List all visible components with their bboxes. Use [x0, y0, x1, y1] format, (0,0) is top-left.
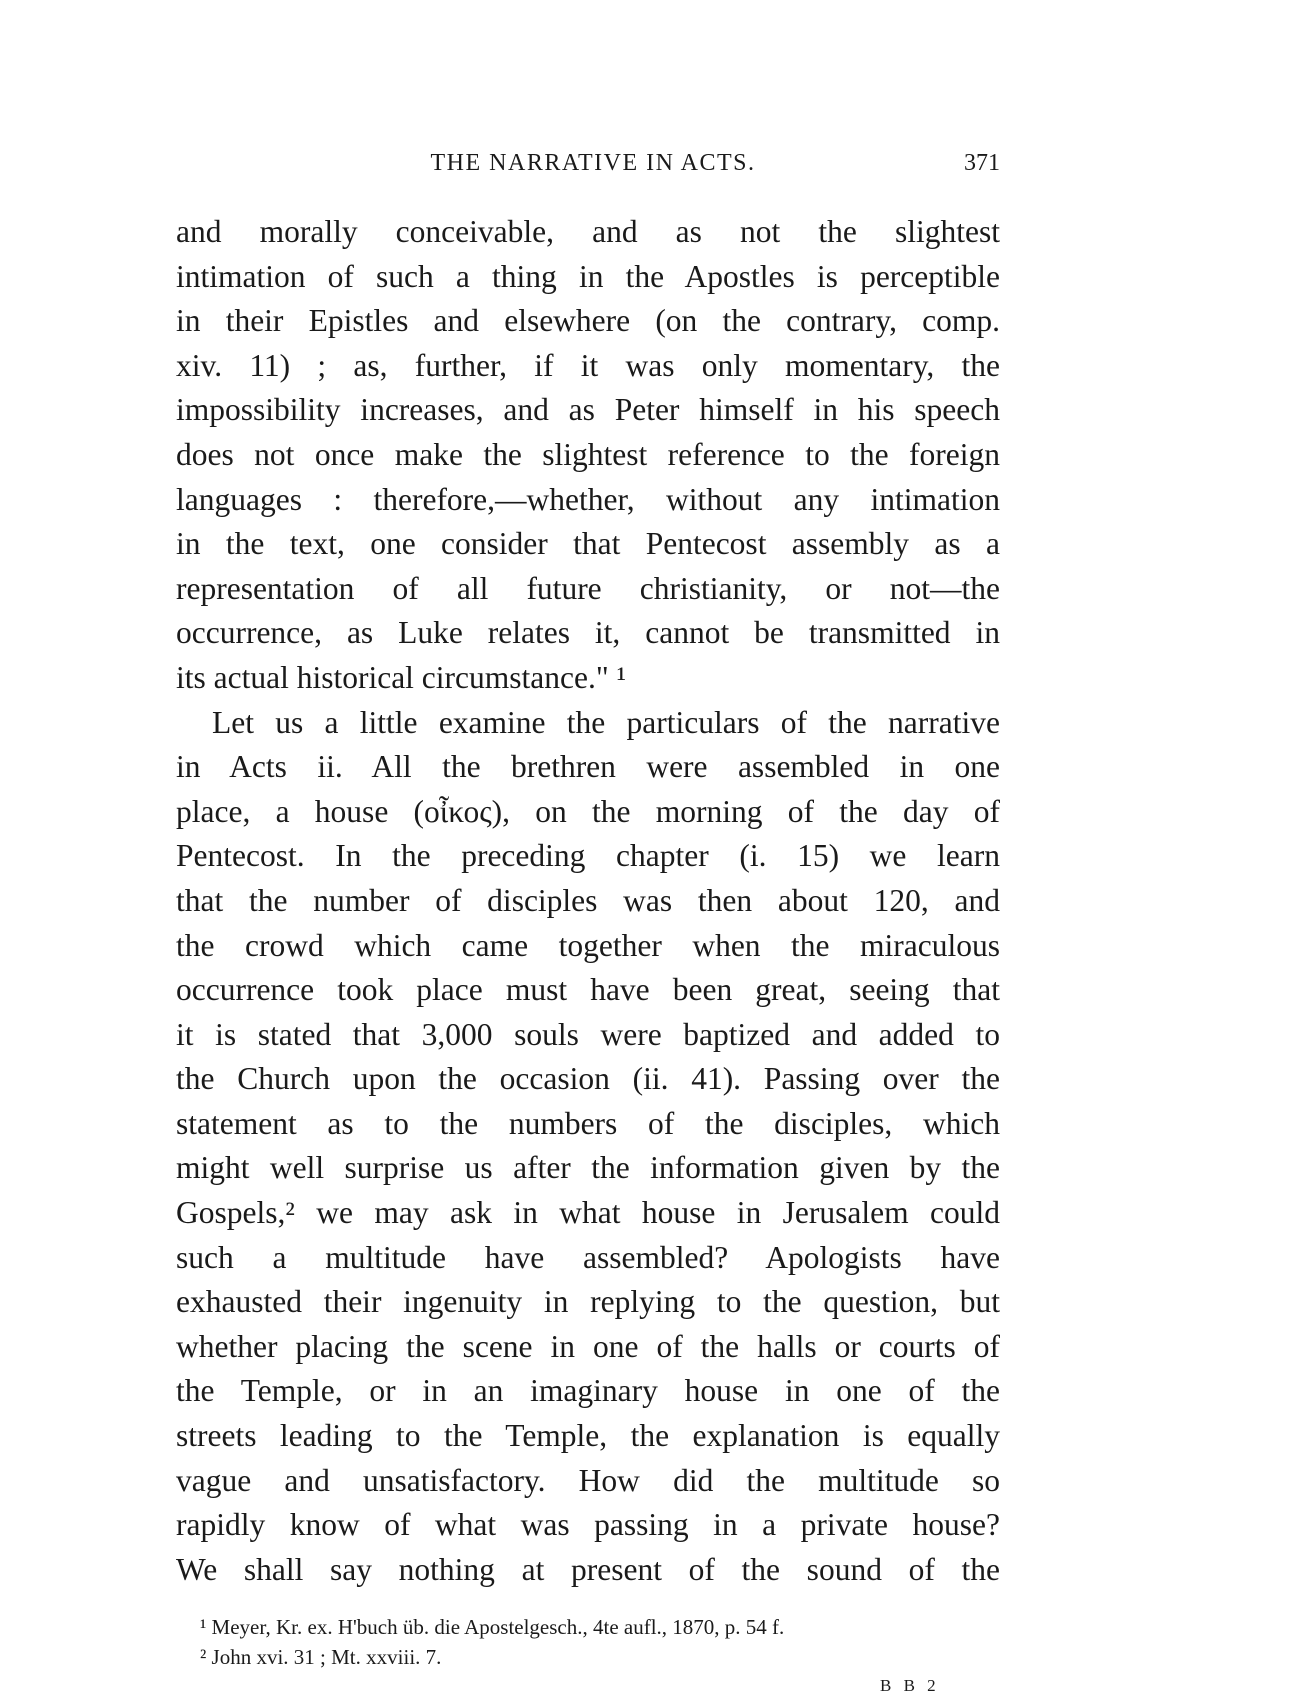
text-line: in the text, one consider that Pentecost assembly as a: [176, 526, 1000, 562]
text-line: the Church upon the occasion (ii. 41). Passing over the: [176, 1061, 1000, 1097]
text-line: Pentecost. In the preceding chapter (i. 15) we learn: [176, 838, 1000, 874]
text-line: the Temple, or in an imaginary house in one of the: [176, 1373, 1000, 1409]
text-line: in Acts ii. All the brethren were assembled in one: [176, 749, 1000, 785]
text-line: Gospels,² we may ask in what house in Jerusalem could: [176, 1195, 1000, 1231]
text-line: impossibility increases, and as Peter himself in his speech: [176, 392, 1000, 428]
text-line: does not once make the slightest reference to the foreign: [176, 436, 1000, 472]
signature-mark: B B 2: [880, 1676, 940, 1695]
footnotes: [200, 1612, 1000, 1672]
text-line: occurrence took place must have been great, seeing that: [176, 972, 1000, 1008]
running-title: THE NARRATIVE IN ACTS.: [430, 150, 756, 176]
text-line: its actual historical circumstance." ¹: [176, 659, 627, 695]
text-line: place, a house (οἶκος), on the morning of the day of: [176, 793, 1000, 829]
running-head: [176, 150, 1000, 184]
text-line: might well surprise us after the information given by the: [176, 1150, 1000, 1186]
text-line: Let us a little examine the particulars of the narrative: [212, 704, 1000, 740]
text-line: exhausted their ingenuity in replying to the question, but: [176, 1284, 1000, 1320]
text-line: We shall say nothing at present of the sound of the: [176, 1551, 1000, 1587]
footnote: ¹ Meyer, Kr. ex. H'buch üb. die Apostelgesch., 4te aufl., 1870, p. 54 f.: [200, 1615, 785, 1639]
body-text: [176, 210, 1000, 1592]
text-line: whether placing the scene in one of the halls or courts of: [176, 1328, 1000, 1364]
text-line: such a multitude have assembled? Apologists have: [176, 1239, 1000, 1275]
text-line: intimation of such a thing in the Apostles is perceptible: [176, 258, 1000, 294]
text-line: rapidly know of what was passing in a private house?: [176, 1507, 1000, 1543]
text-line: and morally conceivable, and as not the slightest: [176, 214, 1000, 249]
page-number: 371: [964, 150, 1000, 176]
text-line: occurrence, as Luke relates it, cannot be transmitted in: [176, 615, 1000, 651]
text-line: that the number of disciples was then about 120, and: [176, 882, 1000, 918]
text-line: statement as to the numbers of the disciples, which: [176, 1105, 1000, 1141]
text-line: xiv. 11) ; as, further, if it was only momentary, the: [176, 347, 1000, 383]
text-line: it is stated that 3,000 souls were baptized and added to: [176, 1016, 1000, 1052]
text-line: streets leading to the Temple, the explanation is equally: [176, 1418, 1000, 1454]
text-line: in their Epistles and elsewhere (on the contrary, comp.: [176, 303, 1000, 339]
text-line: the crowd which came together when the miraculous: [176, 927, 1000, 963]
text-line: languages : therefore,—whether, without any intimation: [176, 481, 1000, 517]
footnote: ² John xvi. 31 ; Mt. xxviii. 7.: [200, 1645, 442, 1669]
text-line: vague and unsatisfactory. How did the multitude so: [176, 1462, 1000, 1498]
text-line: representation of all future christianity, or not—the: [176, 570, 1000, 606]
